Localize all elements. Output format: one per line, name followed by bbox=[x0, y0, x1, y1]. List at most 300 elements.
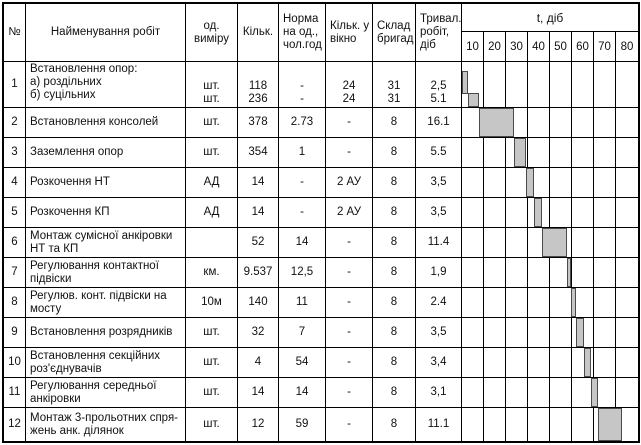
gantt-grid-line bbox=[505, 288, 506, 317]
gantt-grid-line bbox=[615, 62, 616, 107]
crew-cell bbox=[373, 318, 416, 347]
gantt-grid-line bbox=[527, 378, 528, 407]
text-line: 24 bbox=[342, 93, 356, 105]
duration-cell bbox=[416, 168, 462, 197]
gantt-bar bbox=[591, 378, 598, 407]
row-number-cell: 12 bbox=[4, 408, 26, 441]
crew-cell bbox=[373, 228, 416, 257]
text-line: Монтаж 3-прольотних спря- bbox=[30, 411, 179, 424]
table-row bbox=[4, 288, 638, 318]
text-line: 2 АУ bbox=[336, 206, 362, 218]
row-number-cell: 7 bbox=[4, 258, 26, 287]
text-line: шт. bbox=[203, 356, 220, 368]
duration-cell bbox=[416, 228, 462, 257]
work-name-cell bbox=[26, 228, 186, 257]
gantt-bar bbox=[576, 318, 584, 347]
text-line: 5.5 bbox=[430, 146, 447, 158]
text-line: чол.год bbox=[283, 39, 322, 51]
quantity-cell bbox=[238, 62, 279, 107]
quantity-cell bbox=[238, 138, 279, 167]
text-line: 14 bbox=[295, 236, 309, 248]
crew-cell bbox=[373, 408, 416, 441]
duration-cell bbox=[416, 378, 462, 407]
unit-cell bbox=[186, 108, 238, 137]
window-cell bbox=[326, 138, 373, 167]
text-line: 8 bbox=[390, 418, 398, 430]
text-line: шт. bbox=[203, 146, 220, 158]
gantt-grid-line bbox=[571, 62, 572, 107]
gantt-grid-line bbox=[505, 62, 506, 107]
work-name-cell bbox=[26, 108, 186, 137]
gantt-row-area bbox=[462, 318, 638, 347]
text-line: Регулюв. конт. підвіски на bbox=[30, 289, 167, 302]
gantt-grid-line bbox=[571, 168, 572, 197]
gantt-grid-line bbox=[615, 168, 616, 197]
text-line: 9.537 bbox=[243, 266, 273, 278]
text-line: 8 bbox=[390, 326, 398, 338]
col-header-quantity: Кільк. bbox=[238, 4, 279, 61]
row-number-cell: 11 bbox=[4, 378, 26, 407]
gantt-grid-line bbox=[615, 138, 616, 167]
table-row bbox=[4, 378, 638, 408]
work-name-cell bbox=[26, 62, 186, 107]
text-line: 140 bbox=[248, 296, 268, 308]
gantt-grid-line bbox=[549, 108, 550, 137]
gantt-grid-line bbox=[593, 288, 594, 317]
text-line: 8 bbox=[390, 236, 398, 248]
window-cell bbox=[326, 198, 373, 227]
text-line: 54 bbox=[295, 356, 309, 368]
gantt-bar bbox=[468, 93, 479, 107]
text-line: шт. bbox=[203, 386, 220, 398]
text-line: Розкочення КП bbox=[30, 206, 110, 218]
gantt-grid-line bbox=[615, 258, 616, 287]
duration-cell bbox=[416, 348, 462, 377]
crew-cell bbox=[373, 168, 416, 197]
crew-cell bbox=[373, 108, 416, 137]
quantity-cell bbox=[238, 258, 279, 287]
gantt-grid-line bbox=[505, 378, 506, 407]
work-name-cell bbox=[26, 288, 186, 317]
norm-cell bbox=[279, 288, 326, 317]
text-line: Встановлення секційних bbox=[30, 349, 161, 362]
text-line: 8 bbox=[390, 116, 398, 128]
gantt-grid-line bbox=[549, 62, 550, 107]
gantt-bar bbox=[567, 258, 571, 287]
gantt-grid-line bbox=[549, 258, 550, 287]
row-number-cell: 1 bbox=[4, 62, 26, 107]
gantt-grid-line bbox=[527, 62, 528, 107]
text-line: Розкочення НТ bbox=[30, 176, 110, 188]
text-line: 8 bbox=[390, 386, 398, 398]
text-line: Встановлення розрядників bbox=[30, 326, 173, 338]
axis-tick-label: 10 bbox=[462, 32, 484, 61]
text-line: 14 bbox=[251, 386, 265, 398]
gantt-row-area bbox=[462, 348, 638, 377]
gantt-grid-line bbox=[615, 108, 616, 137]
gantt-grid-line bbox=[527, 108, 528, 137]
text-line: Регулювання контактної bbox=[30, 259, 159, 272]
unit-cell bbox=[186, 288, 238, 317]
window-cell bbox=[326, 168, 373, 197]
crew-cell bbox=[373, 378, 416, 407]
quantity-cell bbox=[238, 198, 279, 227]
table-row bbox=[4, 168, 638, 198]
axis-tick-label: 50 bbox=[550, 32, 572, 61]
gantt-grid-line bbox=[571, 318, 572, 347]
text-line: 2 АУ bbox=[336, 176, 362, 188]
crew-cell bbox=[373, 138, 416, 167]
quantity-cell bbox=[238, 108, 279, 137]
text-line: - bbox=[347, 236, 351, 248]
unit-cell bbox=[186, 62, 238, 107]
text-line: 11.1 bbox=[427, 418, 450, 430]
gantt-axis-header bbox=[462, 4, 638, 61]
gantt-grid-line bbox=[571, 348, 572, 377]
crew-cell bbox=[373, 198, 416, 227]
window-cell bbox=[326, 318, 373, 347]
window-cell bbox=[326, 408, 373, 441]
gantt-grid-line bbox=[549, 138, 550, 167]
text-line: 7 bbox=[298, 326, 306, 338]
text-line: на од., bbox=[283, 26, 319, 38]
window-cell bbox=[326, 228, 373, 257]
work-name-cell bbox=[26, 318, 186, 347]
gantt-grid-line bbox=[593, 168, 594, 197]
gantt-grid-line bbox=[527, 288, 528, 317]
gantt-grid-line bbox=[615, 198, 616, 227]
norm-cell bbox=[279, 108, 326, 137]
table-row bbox=[4, 108, 638, 138]
table-row bbox=[4, 138, 638, 168]
gantt-row-area bbox=[462, 62, 638, 107]
text-line: анкіровки bbox=[30, 392, 81, 405]
text-line: 354 bbox=[248, 146, 268, 158]
axis-tick-label: 80 bbox=[620, 40, 634, 53]
row-number-cell: 5 bbox=[4, 198, 26, 227]
gantt-row-area bbox=[462, 288, 638, 317]
text-line: - bbox=[347, 116, 351, 128]
unit-cell bbox=[186, 168, 238, 197]
norm-cell bbox=[279, 198, 326, 227]
work-name-cell bbox=[26, 168, 186, 197]
text-line: Встановлення опор: bbox=[30, 63, 138, 75]
gantt-grid-line bbox=[483, 408, 484, 441]
crew-cell bbox=[373, 348, 416, 377]
gantt-row-area bbox=[462, 168, 638, 197]
table-row bbox=[4, 228, 638, 258]
text-line: шт. bbox=[203, 116, 220, 128]
gantt-grid-line bbox=[505, 318, 506, 347]
gantt-grid-line bbox=[505, 348, 506, 377]
gantt-grid-line bbox=[615, 318, 616, 347]
text-line: мосту bbox=[30, 302, 62, 315]
gantt-grid-line bbox=[571, 198, 572, 227]
gantt-grid-line bbox=[593, 228, 594, 257]
gantt-grid-line bbox=[483, 138, 484, 167]
gantt-grid-line bbox=[549, 198, 550, 227]
text-line: км. bbox=[203, 266, 220, 278]
work-name-cell bbox=[26, 348, 186, 377]
text-line: 8 bbox=[390, 356, 398, 368]
duration-cell bbox=[416, 258, 462, 287]
gantt-grid-line bbox=[549, 168, 550, 197]
text-line: Кільк. у bbox=[330, 19, 370, 32]
text-line: - bbox=[347, 356, 351, 368]
norm-cell bbox=[279, 348, 326, 377]
table-row bbox=[4, 198, 638, 228]
text-line: Встановлення консолей bbox=[30, 116, 159, 128]
gantt-grid-line bbox=[483, 198, 484, 227]
gantt-grid-line bbox=[549, 288, 550, 317]
gantt-grid-line bbox=[615, 228, 616, 257]
gantt-row-area bbox=[462, 198, 638, 227]
gantt-bar bbox=[514, 138, 526, 167]
gantt-grid-line bbox=[483, 318, 484, 347]
row-number-cell: 4 bbox=[4, 168, 26, 197]
window-cell bbox=[326, 378, 373, 407]
gantt-bar bbox=[598, 408, 622, 441]
work-name-cell bbox=[26, 198, 186, 227]
table-row bbox=[4, 348, 638, 378]
gantt-grid-line bbox=[549, 348, 550, 377]
col-header-norm bbox=[279, 4, 326, 61]
work-name-cell bbox=[26, 138, 186, 167]
duration-cell bbox=[416, 288, 462, 317]
quantity-cell bbox=[238, 348, 279, 377]
unit-cell bbox=[186, 228, 238, 257]
text-line: 16.1 bbox=[427, 116, 450, 128]
text-line: 59 bbox=[295, 418, 309, 430]
col-header-window bbox=[326, 4, 373, 61]
gantt-grid-line bbox=[527, 198, 528, 227]
text-line: 11.4 bbox=[427, 236, 450, 248]
unit-cell bbox=[186, 258, 238, 287]
table-body bbox=[4, 62, 638, 441]
text-line: АД bbox=[203, 206, 220, 218]
text-line: 52 bbox=[251, 236, 265, 248]
text-line: 118 bbox=[248, 80, 268, 92]
gantt-grid-line bbox=[483, 378, 484, 407]
text-line: 3,5 bbox=[430, 206, 447, 218]
duration-cell bbox=[416, 198, 462, 227]
text-line: Норма bbox=[283, 13, 319, 25]
gantt-bar bbox=[571, 288, 576, 317]
gantt-grid-line bbox=[571, 228, 572, 257]
window-cell bbox=[326, 108, 373, 137]
axis-tick-label: 60 bbox=[572, 32, 594, 61]
window-cell bbox=[326, 348, 373, 377]
gantt-grid-line bbox=[505, 258, 506, 287]
gantt-bar bbox=[462, 71, 468, 94]
axis-tick-label: 40 bbox=[528, 32, 550, 61]
norm-cell bbox=[279, 62, 326, 107]
table-row bbox=[4, 408, 638, 441]
col-header-duration bbox=[416, 4, 462, 61]
text-line: Регулювання середньої bbox=[30, 379, 157, 392]
gantt-bar bbox=[542, 228, 567, 257]
gantt-grid-line bbox=[571, 138, 572, 167]
gantt-grid-line bbox=[527, 138, 528, 167]
text-line: Склад bbox=[377, 19, 411, 32]
table-header bbox=[4, 4, 638, 62]
norm-cell bbox=[279, 318, 326, 347]
text-line: 32 bbox=[251, 326, 265, 338]
text-line: 8 bbox=[390, 206, 398, 218]
gantt-grid-line bbox=[505, 408, 506, 441]
text-line: - bbox=[300, 176, 304, 188]
text-line: бригад bbox=[377, 32, 414, 45]
gantt-grid-line bbox=[571, 378, 572, 407]
quantity-cell bbox=[238, 228, 279, 257]
norm-cell bbox=[279, 168, 326, 197]
quantity-cell bbox=[238, 168, 279, 197]
text-line: 5.1 bbox=[430, 93, 447, 105]
crew-cell bbox=[373, 62, 416, 107]
norm-cell bbox=[279, 408, 326, 441]
crew-cell bbox=[373, 258, 416, 287]
gantt-row-area bbox=[462, 378, 638, 407]
work-name-cell bbox=[26, 378, 186, 407]
text-line: Тривал. bbox=[420, 13, 462, 25]
unit-cell bbox=[186, 378, 238, 407]
row-number-cell: 9 bbox=[4, 318, 26, 347]
text-line: од. bbox=[203, 19, 220, 32]
axis-tick-label: 30 bbox=[506, 32, 528, 61]
unit-cell bbox=[186, 198, 238, 227]
col-header-unit bbox=[186, 4, 238, 61]
text-line: АД bbox=[203, 176, 220, 188]
text-line: 11 bbox=[296, 296, 308, 308]
text-line: 31 bbox=[387, 80, 401, 92]
text-line: 1 bbox=[298, 146, 306, 158]
unit-cell bbox=[186, 348, 238, 377]
text-line: - bbox=[300, 206, 304, 218]
gantt-grid-line bbox=[527, 228, 528, 257]
quantity-cell bbox=[238, 288, 279, 317]
crew-cell bbox=[373, 288, 416, 317]
text-line: НТ та КП bbox=[30, 242, 79, 255]
text-line: - bbox=[347, 386, 351, 398]
row-number-cell: 10 bbox=[4, 348, 26, 377]
gantt-grid-line bbox=[527, 408, 528, 441]
text-line: 2.4 bbox=[430, 296, 447, 308]
gantt-grid-line bbox=[593, 318, 594, 347]
work-schedule-table bbox=[2, 2, 640, 443]
text-line: роз'єднувачів bbox=[30, 362, 102, 375]
gantt-grid-line bbox=[483, 348, 484, 377]
unit-cell bbox=[186, 408, 238, 441]
gantt-grid-line bbox=[483, 228, 484, 257]
text-line: 8 bbox=[390, 266, 398, 278]
text-line: 14 bbox=[295, 386, 309, 398]
text-line: підвіски bbox=[30, 272, 72, 285]
gantt-bar bbox=[479, 108, 514, 137]
gantt-grid-line bbox=[593, 408, 594, 441]
table-row bbox=[4, 62, 638, 108]
gantt-axis-ticks bbox=[462, 32, 638, 61]
gantt-grid-line bbox=[593, 138, 594, 167]
text-line: - bbox=[347, 296, 351, 308]
text-line: - bbox=[347, 326, 351, 338]
gantt-grid-line bbox=[593, 62, 594, 107]
row-number-cell: 6 bbox=[4, 228, 26, 257]
text-line: - bbox=[347, 266, 351, 278]
axis-tick-label: 70 bbox=[594, 32, 616, 61]
text-line: шт. bbox=[203, 418, 220, 430]
duration-cell bbox=[416, 138, 462, 167]
text-line: 3,5 bbox=[430, 326, 447, 338]
gantt-grid-line bbox=[483, 288, 484, 317]
text-line: 14 bbox=[251, 206, 265, 218]
window-cell bbox=[326, 258, 373, 287]
duration-cell bbox=[416, 62, 462, 107]
text-line: 3,4 bbox=[430, 356, 447, 368]
text-line: - bbox=[300, 80, 304, 92]
text-line: шт. bbox=[203, 93, 220, 105]
gantt-grid-line bbox=[571, 108, 572, 137]
text-line: 1,9 bbox=[430, 266, 447, 278]
gantt-grid-line bbox=[593, 198, 594, 227]
text-line: 236 bbox=[248, 93, 268, 105]
duration-cell bbox=[416, 318, 462, 347]
gantt-grid-line bbox=[505, 228, 506, 257]
quantity-cell bbox=[238, 378, 279, 407]
table-row bbox=[4, 258, 638, 288]
row-number-cell: 3 bbox=[4, 138, 26, 167]
gantt-bar bbox=[526, 168, 534, 197]
gantt-grid-line bbox=[593, 108, 594, 137]
norm-cell bbox=[279, 138, 326, 167]
gantt-grid-line bbox=[527, 258, 528, 287]
text-line: 12 bbox=[251, 418, 265, 430]
work-name-cell bbox=[26, 408, 186, 441]
text-line: Заземлення опор bbox=[30, 146, 124, 158]
gantt-grid-line bbox=[505, 198, 506, 227]
row-number-cell: 8 bbox=[4, 288, 26, 317]
gantt-grid-line bbox=[593, 348, 594, 377]
text-line: 12,5 bbox=[290, 266, 314, 278]
row-number-cell: 2 bbox=[4, 108, 26, 137]
duration-cell bbox=[416, 408, 462, 441]
text-line: шт. bbox=[203, 326, 220, 338]
gantt-bar bbox=[534, 198, 542, 227]
text-line: а) роздільних bbox=[30, 76, 102, 88]
text-line: 378 bbox=[248, 116, 268, 128]
text-line: шт. bbox=[203, 80, 220, 92]
text-line: 2,5 bbox=[430, 80, 447, 92]
text-line: б) суцільних bbox=[30, 89, 96, 101]
gantt-grid-line bbox=[549, 318, 550, 347]
text-line: вікно bbox=[330, 32, 357, 45]
text-line: 8 bbox=[390, 146, 398, 158]
gantt-row-area bbox=[462, 108, 638, 137]
quantity-cell bbox=[238, 408, 279, 441]
gantt-grid-line bbox=[505, 168, 506, 197]
text-line: 8 bbox=[390, 176, 398, 188]
unit-cell bbox=[186, 138, 238, 167]
norm-cell bbox=[279, 258, 326, 287]
text-line: - bbox=[300, 93, 304, 105]
gantt-grid-line bbox=[571, 258, 572, 287]
gantt-bar bbox=[584, 348, 591, 377]
text-line: - bbox=[347, 146, 351, 158]
table-row bbox=[4, 318, 638, 348]
quantity-cell bbox=[238, 318, 279, 347]
axis-tick-label: 20 bbox=[484, 32, 506, 61]
norm-cell bbox=[279, 228, 326, 257]
text-line: 24 bbox=[342, 80, 356, 92]
